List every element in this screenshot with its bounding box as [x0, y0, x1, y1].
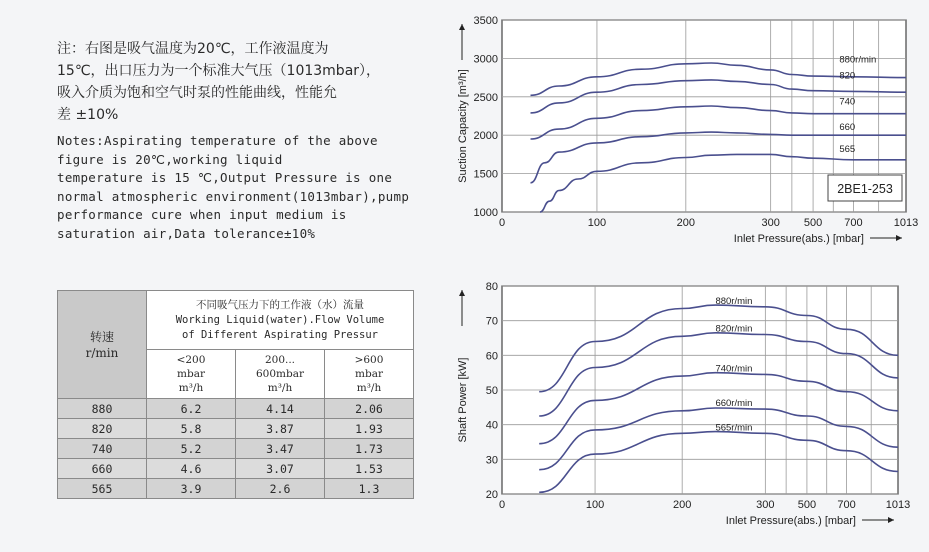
y-axis-label: Suction Capacity [m³/h] [457, 69, 469, 183]
table-cell: 820 [58, 419, 147, 439]
table-row [58, 439, 414, 459]
table-cell: 4.6 [147, 459, 236, 479]
x-axis-arrowhead [896, 235, 902, 241]
table-cell: 565 [58, 479, 147, 499]
notes-en-line: temperature is 15 ℃,Output Pressure is one [57, 170, 393, 186]
table-cell: 1.53 [325, 459, 414, 479]
x-tick-label: 700 [844, 217, 863, 229]
series-label: 880r/min [839, 54, 877, 66]
series-label: 740r/min [715, 363, 753, 375]
notes-en-line: figure is 20℃,working liquid [57, 151, 283, 167]
suction-capacity-chart [450, 10, 920, 250]
notes-en-line: Notes:Aspirating temperature of the above [57, 133, 378, 148]
x-axis-arrowhead [888, 517, 894, 523]
y-tick-label: 20 [485, 489, 498, 501]
x-tick-label: 100 [587, 217, 607, 229]
x-tick-label: 700 [837, 499, 856, 511]
table-cell: 1.73 [325, 439, 414, 459]
series-label: 820 [839, 70, 856, 82]
x-tick-label: 200 [676, 217, 695, 229]
column-header-line: 600mbar [256, 368, 304, 380]
table-cell: 880 [58, 399, 147, 419]
y-tick-label: 3000 [473, 53, 498, 66]
table-cell: 1.93 [325, 419, 414, 439]
y-tick-label: 1000 [473, 207, 498, 219]
table-cell: 6.2 [147, 399, 236, 419]
series-label: 565 [839, 144, 856, 156]
notes-en [57, 132, 425, 244]
series-label: 565r/min [715, 422, 753, 434]
x-axis-label: Inlet Pressure(abs.) [mbar] [725, 515, 856, 527]
x-tick-label: 500 [797, 499, 817, 511]
y-tick-label: 30 [485, 454, 498, 467]
table-row [58, 419, 414, 439]
speed-header [58, 291, 147, 399]
y-tick-label: 60 [485, 350, 498, 363]
y-tick-label: 40 [485, 419, 498, 432]
table-cell: 3.07 [236, 459, 325, 479]
shaft-power-chart [450, 276, 920, 546]
table-cell: 3.87 [236, 419, 325, 439]
y-tick-label: 80 [485, 281, 498, 293]
table-row [58, 399, 414, 419]
y-tick-label: 2500 [473, 91, 498, 104]
speed-header-zh: 转速 [89, 329, 114, 344]
series-label: 880r/min [715, 295, 753, 307]
x-tick-label: 0 [498, 217, 506, 229]
column-header [236, 350, 325, 399]
table-cell: 660 [58, 459, 147, 479]
column-header-line: mbar [177, 368, 205, 380]
x-tick-label: 300 [756, 499, 775, 511]
x-tick-label: 100 [585, 499, 605, 511]
x-tick-label: 500 [803, 217, 823, 229]
y-axis-arrowhead [459, 24, 465, 30]
y-tick-label: 50 [485, 385, 498, 397]
series-label: 660r/min [715, 398, 753, 410]
table-cell: 2.6 [236, 479, 325, 499]
column-header [147, 350, 236, 399]
x-tick-label: 0 [498, 499, 506, 511]
table-row [58, 479, 414, 499]
notes-block [57, 38, 425, 244]
column-header-line: >600 [354, 354, 384, 366]
notes-zh-line: 差 ±10% [57, 107, 119, 123]
table-cell: 5.8 [147, 419, 236, 439]
x-tick-label: 200 [673, 499, 692, 511]
column-header-line: 200... [264, 354, 296, 366]
column-header [325, 350, 414, 399]
flow-header-en: Working Liquid(water).Flow Volume [175, 313, 385, 326]
column-header-line: mbar [355, 368, 383, 380]
speed-header-unit: r/min [85, 345, 119, 360]
table-cell: 2.06 [325, 399, 414, 419]
x-axis-label: Inlet Pressure(abs.) [mbar] [733, 233, 864, 245]
flow-header [147, 291, 414, 350]
series-label: 820r/min [715, 323, 753, 335]
table-cell: 1.3 [325, 479, 414, 499]
y-axis-arrowhead [459, 290, 465, 296]
y-tick-label: 70 [485, 315, 498, 328]
y-tick-label: 2000 [473, 130, 498, 143]
series-label: 660 [839, 121, 856, 133]
x-tick-label: 300 [761, 217, 780, 229]
flow-header-zh: 不同吸气压力下的工作液（水）流量 [196, 298, 364, 311]
notes-zh-line: 吸入介质为饱和空气时泵的性能曲线，性能允 [57, 85, 337, 101]
column-header-line: <200 [176, 354, 206, 366]
notes-zh-line: 15℃，出口压力为一个标准大气压（1013mbar）， [57, 63, 381, 79]
model-label: 2BE1-253 [837, 182, 893, 196]
column-header-line: m³/h [178, 382, 204, 394]
y-tick-label: 3500 [473, 15, 498, 27]
table-cell: 5.2 [147, 439, 236, 459]
column-header-line: m³/h [267, 382, 293, 394]
notes-en-line: performance cure when input medium is [57, 207, 347, 223]
x-tick-label: 1013 [885, 499, 911, 511]
table-cell: 740 [58, 439, 147, 459]
y-tick-label: 1500 [473, 168, 498, 181]
notes-zh [57, 38, 425, 126]
notes-en-line: saturation air,Data tolerance±10% [57, 225, 316, 241]
table-cell: 3.9 [147, 479, 236, 499]
series-label: 740 [839, 96, 856, 108]
notes-en-line: normal atmospheric environment(1013mbar),pump [57, 188, 410, 204]
table-row [58, 459, 414, 479]
table-cell: 4.14 [236, 399, 325, 419]
x-tick-label: 1013 [893, 217, 919, 229]
column-header-line: m³/h [356, 382, 382, 394]
flow-header-en: of Different Aspirating Pressur [182, 328, 378, 341]
notes-zh-line: 注：右图是吸气温度为20℃，工作液温度为 [57, 41, 329, 57]
y-axis-label: Shaft Power [kW] [457, 357, 469, 443]
flow-table [57, 290, 414, 499]
table-cell: 3.47 [236, 439, 325, 459]
